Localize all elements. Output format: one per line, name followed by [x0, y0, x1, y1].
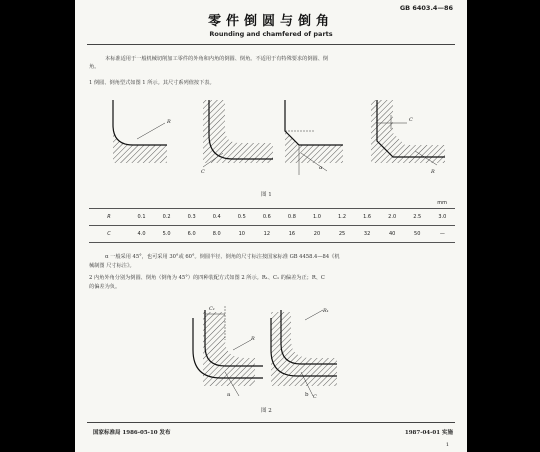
- clause-2-text-line2: 的偏差为负。: [89, 284, 121, 290]
- table-cell: 1.0: [304, 209, 329, 226]
- table-cell: 6.0: [179, 226, 204, 243]
- table-row-label: R: [89, 209, 129, 226]
- fig2-label-c: C: [313, 394, 317, 400]
- table-cell: 20: [304, 226, 329, 243]
- fig2-label-c1: C₁: [209, 306, 215, 312]
- table-cell: 50: [405, 226, 430, 243]
- fig1-inner-chamfer: [371, 100, 445, 175]
- fig1-inner-round: [201, 100, 273, 175]
- table-row-c: [89, 226, 455, 243]
- table-cell: 0.2: [154, 209, 179, 226]
- fig2-label-r1: R₁: [323, 308, 329, 314]
- effective-date: 1987-04-01 实施: [404, 430, 453, 436]
- footer-rule: [87, 422, 455, 423]
- table-cell: 40: [380, 226, 405, 243]
- page-number: 1: [445, 442, 449, 448]
- table-row-r: [89, 209, 455, 226]
- table-cell: 8.0: [204, 226, 229, 243]
- table-cell: 0.8: [279, 209, 304, 226]
- fig1-label-c1: C: [201, 169, 205, 175]
- note-text-line2: 械制图 尺寸标注》。: [89, 263, 135, 269]
- figure-2-sub-a: a: [227, 392, 231, 398]
- table-cell: 0.1: [129, 209, 154, 226]
- fig2-assembly-b: [271, 308, 337, 400]
- table-cell: —: [430, 226, 455, 243]
- fig1-outer-chamfer: [285, 100, 343, 175]
- note-text-line1: α 一般采用 45°，也可采用 30°或 60°。倒圆半径、倒角的尺寸标注按国家标准 GB 4458.4—84《机: [105, 254, 340, 260]
- scope-text-line2: 角。: [89, 64, 100, 70]
- fig1-label-alpha: α: [319, 165, 323, 171]
- figure-2-caption: 图 2: [261, 408, 272, 414]
- table-cell: 32: [355, 226, 380, 243]
- table-cell: 2.5: [405, 209, 430, 226]
- fig2-label-r: R: [251, 336, 255, 342]
- table-cell: 12: [254, 226, 279, 243]
- table-cell: 0.5: [229, 209, 254, 226]
- clause-2-text-line1: 2 内角外角分别为倒圆、倒角（倒角为 45°）的四种装配方式如图 2 所示。R₁、C₁ 的偏差为正；R、C: [89, 275, 325, 281]
- table-cell: 0.3: [179, 209, 204, 226]
- fig1-label-r2: R: [431, 169, 435, 175]
- page-subtitle: Rounding and chamfered of parts: [209, 30, 333, 38]
- figure-2-drawing: [75, 300, 467, 400]
- table-cell: 3.0: [430, 209, 455, 226]
- figure-1-drawing: [75, 95, 467, 185]
- table-cell: 0.6: [254, 209, 279, 226]
- table-cell: 2.0: [380, 209, 405, 226]
- table-cell: 0.4: [204, 209, 229, 226]
- fig1-label-r1: R: [167, 119, 171, 125]
- table-cell: 4.0: [129, 226, 154, 243]
- table-cell: 25: [330, 226, 355, 243]
- document-page: [75, 0, 467, 452]
- table-cell: 1.6: [355, 209, 380, 226]
- clause-1-text: 1 倒圆、倒角型式如图 1 所示。其尺寸系列值按下表。: [89, 80, 215, 86]
- figure-1-caption: 图 1: [261, 192, 272, 198]
- fig2-assembly-a: [193, 306, 263, 396]
- standard-number: GB 6403.4—86: [399, 4, 453, 12]
- scope-text-line1: 本标准适用于一般机械切削加工零件的外角和内角的倒圆、倒角。不适用于有特殊要求的倒圆、倒: [105, 56, 329, 62]
- fig1-label-c2: C: [409, 117, 413, 123]
- table-cell: 5.0: [154, 226, 179, 243]
- issue-date: 国家标准局 1986-05-10 发布: [93, 430, 171, 436]
- table-row-label: C: [89, 226, 129, 243]
- fig1-outer-round: [113, 100, 171, 163]
- figure-2-sub-b: b: [305, 392, 309, 398]
- table-cell: 10: [229, 226, 254, 243]
- table-cell: 16: [279, 226, 304, 243]
- header-rule: [87, 44, 455, 45]
- table-cell: 1.2: [330, 209, 355, 226]
- size-series-table: [89, 208, 455, 243]
- page-title: 零件倒圆与倒角: [207, 14, 334, 29]
- table-unit: mm: [437, 200, 447, 206]
